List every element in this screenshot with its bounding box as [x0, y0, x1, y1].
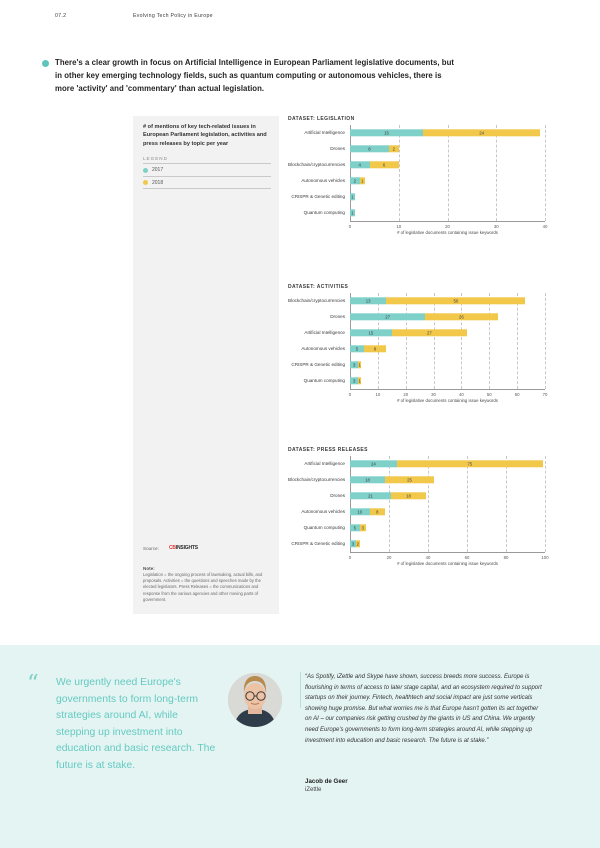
chart-rows — [288, 293, 545, 389]
chart-rows — [288, 125, 545, 221]
chart-category-label: Blockchain/cryptocurrencies — [288, 162, 346, 167]
axis-tick-label: 20 — [403, 391, 409, 397]
full-quote — [305, 672, 543, 746]
chart-bar-group — [350, 173, 545, 189]
axis-tick-label: 40 — [459, 391, 464, 397]
axis-tick-label: 80 — [503, 554, 509, 560]
chart-bar-segment: 24 — [423, 129, 540, 136]
axis-tick-label: 30 — [431, 391, 436, 397]
chart-category-label: Quantum computing — [303, 210, 345, 215]
chart-row — [288, 536, 545, 552]
chart-bar-segment: 2 — [389, 145, 399, 152]
chart-bar-group — [350, 456, 545, 472]
legend-item-2017 — [143, 164, 271, 177]
chart-bar-group — [350, 536, 545, 552]
intro-bullet — [42, 56, 462, 96]
axis-tick-label: 20 — [445, 223, 450, 229]
intro-text: There's a clear growth in focus on Artificial Intelligence in European Parliament legislative documents, but in other key emerging technology fields, such as quantum computing or autonomous vehicles, there is more 'activity' and 'commentary' than actual legislation. — [55, 58, 455, 94]
chart-bar-segment: 13 — [350, 297, 386, 304]
chart-row — [288, 173, 545, 189]
chart-bar-segment: 3 — [351, 541, 355, 547]
axis-title: # of legislative documents containing issue keywords — [397, 229, 498, 235]
chart-rows — [288, 456, 545, 552]
page-number: 07.2 — [55, 13, 67, 19]
chart-bar-group — [350, 125, 545, 141]
axis-tick-label: 40 — [425, 554, 431, 560]
chart-row — [288, 456, 545, 472]
chart-bar-group — [350, 357, 545, 373]
chart-category-label: Drones — [330, 146, 345, 151]
chart-bar-segment: 2 — [356, 541, 359, 547]
full-quote-text: “As Spotify, iZettle and Skype have shown, success breeds more success. Europe is flourishing in terms of access to later stage capital, and an ecosystem required to support startups on their journey. Fintech, healthtech and social impact are just some verticals showing huge promise. But what worries me is that Europe hasn't gotten its act together on AI – our companies risk getting crushed by the giants in US and China. We urgently need Europe's governments to form long-term strategies around AI, while stepping up investment into education and basic research. The future is at stake.” — [305, 674, 542, 744]
pull-quote: We urgently need Europe's governments to form long-term strategies around AI, while stepping up investment into education and basic research. The future is at stake. — [56, 677, 216, 771]
chart-bar-segment: 6 — [370, 161, 399, 168]
chart-bar-group — [350, 293, 545, 309]
chart-bar-segment: 15 — [350, 129, 423, 136]
axis-tick-label: 30 — [493, 223, 499, 229]
legend-title: LEGEND — [143, 156, 271, 164]
source-logo-red: CB — [169, 544, 176, 551]
axis-tick-label: 10 — [396, 223, 402, 229]
chart-bar-segment: 5 — [350, 345, 364, 352]
chart-bar-segment: 3 — [350, 377, 358, 384]
chart-bar-segment: 2 — [350, 177, 360, 184]
chart-bar-group — [350, 189, 545, 205]
chart-row — [288, 488, 545, 504]
chart-bar-segment: 24 — [350, 460, 397, 467]
chart-category-label: Autonomous vehicles — [301, 178, 345, 183]
chart-legislation — [288, 116, 548, 235]
chart-activities — [288, 284, 548, 403]
chart-row — [288, 293, 545, 309]
chart-category-label: CRISPR & Genetic editing — [291, 362, 345, 367]
source-label: Source: — [143, 546, 159, 551]
quote-divider — [300, 672, 301, 708]
chart-category-label: Drones — [330, 314, 345, 319]
chart-x-axis — [348, 221, 548, 235]
figure-caption: # of mentions of key tech-related issues in European Parliament legislation, activities and press releases by topic per year — [143, 124, 267, 147]
running-title: Evolving Tech Policy in Europe — [133, 13, 213, 19]
chart-bar-segment: 25 — [385, 476, 434, 483]
chart-bar-segment: 75 — [397, 460, 543, 467]
chart-bar-group — [350, 504, 545, 520]
chart-bar-group — [350, 373, 545, 389]
chart-row — [288, 141, 545, 157]
chart-bar-group — [350, 205, 545, 221]
chart-bar-segment: 27 — [350, 313, 425, 320]
chart-bar-segment: 10 — [350, 508, 370, 515]
figure-left-panel — [133, 116, 279, 614]
chart-bar-segment: 18 — [391, 492, 426, 499]
chart-bar-group — [350, 488, 545, 504]
chart-bar-group — [350, 341, 545, 357]
legend-label-2017: 2017 — [152, 167, 164, 173]
legend-item-2018 — [143, 177, 271, 190]
chart-bar-group — [350, 520, 545, 536]
chart-row — [288, 309, 545, 325]
axis-tick-label: 20 — [386, 554, 392, 560]
chart-bar-group — [350, 309, 545, 325]
chart-row — [288, 520, 545, 536]
chart-category-label: Artificial Intelligence — [304, 130, 345, 135]
chart-category-label: Quantum computing — [303, 378, 345, 383]
chart-category-label: Artificial Intelligence — [304, 461, 345, 466]
legend-swatch-2017 — [143, 168, 148, 173]
chart-bar-segment: 1 — [360, 178, 364, 184]
chart-bar-segment: 8 — [370, 508, 386, 515]
chart-bar-segment: 1 — [351, 194, 354, 200]
chart-category-label: Autonomous vehicles — [301, 346, 345, 351]
axis-tick-label: 60 — [514, 391, 520, 397]
chart-bar-segment: 1 — [358, 378, 361, 384]
chart-row — [288, 125, 545, 141]
chart-row — [288, 189, 545, 205]
figure-note — [143, 566, 265, 603]
axis-tick-label: 40 — [542, 223, 548, 229]
axis-tick-label: 0 — [348, 554, 352, 560]
chart-row — [288, 373, 545, 389]
chart-bar-group — [350, 141, 545, 157]
note-body: Legislation = the ongoing process of lawmaking, actual bills, and proposals. Activities = the questions and speeches made by the elected legislators. Press Releases = the communications and response from the various agencies and other moving parts of government. — [143, 572, 263, 602]
axis-tick-label: 70 — [542, 391, 548, 397]
chart-row — [288, 504, 545, 520]
chart-category-label: CRISPR & Genetic editing — [291, 194, 345, 199]
axis-tick-label: 100 — [541, 554, 549, 560]
chart-category-label: Autonomous vehicles — [301, 509, 345, 514]
chart-bar-segment: 3 — [350, 361, 358, 368]
chart-press-releases — [288, 447, 549, 566]
chart-x-axis — [348, 389, 548, 403]
chart-bar-segment: 3 — [361, 525, 364, 531]
legend-label-2018: 2018 — [152, 179, 164, 186]
axis-tick-label: 0 — [348, 391, 352, 397]
chart-bar-group — [350, 157, 545, 173]
chart-category-label: Artificial Intelligence — [304, 330, 345, 335]
axis-title: # of legislative documents containing issue keywords — [397, 560, 498, 566]
chart-row — [288, 357, 545, 373]
axis-tick-label: 60 — [464, 554, 470, 560]
legend — [143, 156, 271, 189]
chart-bar-group — [350, 472, 545, 488]
note-title: Note: — [143, 566, 155, 571]
chart-row — [288, 341, 545, 357]
bullet-dot-icon — [42, 60, 49, 67]
chart-plot-area — [288, 456, 545, 552]
chart-bar-segment: 8 — [350, 145, 389, 152]
chart-bar-segment: 26 — [425, 313, 497, 320]
author-name: Jacob de Geer — [305, 778, 348, 785]
chart-title: DATASET: LEGISLATION — [288, 116, 355, 122]
chart-title: DATASET: PRESS RELEASES — [288, 447, 368, 453]
chart-category-label: Blockchain/cryptocurrencies — [288, 477, 346, 482]
chart-bar-segment: 1 — [351, 210, 354, 216]
axis-title: # of legislative documents containing issue keywords — [397, 397, 498, 403]
chart-category-label: CRISPR & Genetic editing — [291, 541, 345, 546]
chart-title: DATASET: ACTIVITIES — [288, 284, 349, 290]
page-header — [0, 13, 600, 27]
chart-bar-segment: 5 — [350, 524, 360, 531]
figure — [133, 116, 549, 616]
quote-mark-icon: “ — [27, 671, 39, 697]
chart-bar-segment: 15 — [350, 329, 392, 336]
chart-bar-segment: 4 — [350, 161, 370, 168]
chart-x-axis — [348, 552, 549, 566]
chart-category-label: Blockchain/cryptocurrencies — [288, 298, 346, 303]
avatar — [228, 673, 282, 727]
axis-tick-label: 10 — [375, 391, 381, 397]
axis-tick-label: 0 — [348, 223, 352, 229]
chart-bar-segment: 18 — [350, 476, 385, 483]
chart-row — [288, 205, 545, 221]
chart-bar-group — [350, 325, 545, 341]
chart-bar-segment: 1 — [358, 362, 361, 368]
chart-category-label: Quantum computing — [303, 525, 345, 530]
axis-tick-label: 50 — [486, 391, 492, 397]
chart-bar-segment: 8 — [364, 345, 386, 352]
gridline — [545, 125, 546, 221]
chart-row — [288, 325, 545, 341]
source-logo — [169, 545, 198, 551]
author-company: iZettle — [305, 787, 322, 793]
chart-bar-segment: 21 — [350, 492, 391, 499]
source-logo-dark: INSIGHTS — [175, 544, 198, 551]
chart-plot-area — [288, 293, 545, 389]
chart-bar-segment: 27 — [392, 329, 467, 336]
chart-row — [288, 157, 545, 173]
chart-bar-segment: 50 — [386, 297, 525, 304]
chart-category-label: Drones — [330, 493, 345, 498]
gridline — [545, 293, 546, 389]
quote-attribution — [305, 778, 348, 793]
legend-swatch-2018 — [143, 180, 148, 185]
chart-row — [288, 472, 545, 488]
chart-plot-area — [288, 125, 545, 221]
gridline — [545, 456, 546, 552]
